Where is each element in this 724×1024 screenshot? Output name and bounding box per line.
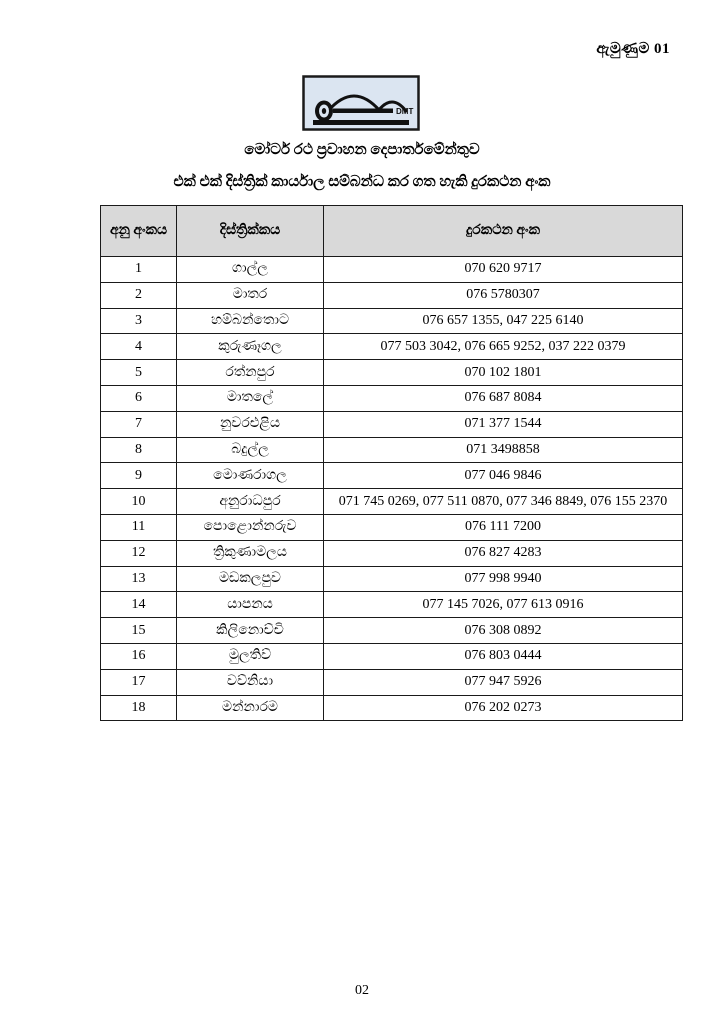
district-cell: කිලිනොච්චි — [177, 618, 324, 644]
district-cell: පොළොන්නරුව — [177, 514, 324, 540]
column-header-district: දිස්ත්‍රික්කය — [177, 206, 324, 257]
dmt-logo — [302, 75, 420, 131]
serial-number-cell: 14 — [101, 592, 177, 618]
district-cell: රත්නපුර — [177, 360, 324, 386]
table-row — [101, 489, 683, 515]
phone-numbers-cell: 077 046 9846 — [324, 463, 683, 489]
serial-number-cell: 6 — [101, 385, 177, 411]
table-row — [101, 463, 683, 489]
district-cell: මාතලේ — [177, 385, 324, 411]
district-cell: වව්නියා — [177, 669, 324, 695]
serial-number-cell: 17 — [101, 669, 177, 695]
table-row — [101, 540, 683, 566]
phone-numbers-cell: 077 998 9940 — [324, 566, 683, 592]
serial-number-cell: 2 — [101, 282, 177, 308]
serial-number-cell: 9 — [101, 463, 177, 489]
table-row — [101, 308, 683, 334]
district-cell: මාතර — [177, 282, 324, 308]
phone-numbers-cell: 077 947 5926 — [324, 669, 683, 695]
table-row — [101, 695, 683, 721]
phone-numbers-cell: 071 745 0269, 077 511 0870, 077 346 8849, 076 155 2370 — [324, 489, 683, 515]
phone-numbers-cell: 071 3498858 — [324, 437, 683, 463]
column-header-phone-numbers: දුරකථන අංක — [324, 206, 683, 257]
district-cell: කුරුණෑගල — [177, 334, 324, 360]
table-row — [101, 282, 683, 308]
table-row — [101, 669, 683, 695]
serial-number-cell: 5 — [101, 360, 177, 386]
serial-number-cell: 4 — [101, 334, 177, 360]
serial-number-cell: 15 — [101, 618, 177, 644]
district-cell: යාපනය — [177, 592, 324, 618]
serial-number-cell: 18 — [101, 695, 177, 721]
district-cell: ත්‍රිකුණාමලය — [177, 540, 324, 566]
table-row — [101, 437, 683, 463]
phone-numbers-cell: 076 111 7200 — [324, 514, 683, 540]
district-cell: මොණරාගල — [177, 463, 324, 489]
phone-numbers-cell: 076 827 4283 — [324, 540, 683, 566]
serial-number-cell: 13 — [101, 566, 177, 592]
phone-numbers-cell: 077 503 3042, 076 665 9252, 037 222 0379 — [324, 334, 683, 360]
phone-numbers-cell: 076 687 8084 — [324, 385, 683, 411]
dmt-logo-graphic — [302, 75, 420, 131]
district-cell: හම්බන්තොට — [177, 308, 324, 334]
district-cell: ගාල්ල — [177, 257, 324, 283]
serial-number-cell: 12 — [101, 540, 177, 566]
phone-numbers-cell: 076 202 0273 — [324, 695, 683, 721]
table-header-row — [101, 206, 683, 257]
phone-numbers-cell: 076 657 1355, 047 225 6140 — [324, 308, 683, 334]
table-row — [101, 334, 683, 360]
phone-numbers-cell: 076 5780307 — [324, 282, 683, 308]
annex-label: ඇමුණුම 01 — [596, 41, 670, 57]
serial-number-cell: 11 — [101, 514, 177, 540]
district-cell: අනුරාධපුර — [177, 489, 324, 515]
table-row — [101, 566, 683, 592]
serial-number-cell: 3 — [101, 308, 177, 334]
serial-number-cell: 7 — [101, 411, 177, 437]
table-row — [101, 411, 683, 437]
table-row — [101, 514, 683, 540]
serial-number-cell: 1 — [101, 257, 177, 283]
phone-numbers-cell: 070 102 1801 — [324, 360, 683, 386]
district-cell: බදුල්ල — [177, 437, 324, 463]
district-cell: මඩකලපුව — [177, 566, 324, 592]
table-row — [101, 360, 683, 386]
phone-numbers-cell: 076 803 0444 — [324, 643, 683, 669]
document-title: මෝටර් රථ ප්‍රවාහන දෙපාර්තමේන්තුව — [244, 142, 480, 158]
phone-numbers-cell: 077 145 7026, 077 613 0916 — [324, 592, 683, 618]
table-row — [101, 257, 683, 283]
table-row — [101, 592, 683, 618]
district-cell: මුලතිව් — [177, 643, 324, 669]
table-row — [101, 385, 683, 411]
serial-number-cell: 16 — [101, 643, 177, 669]
table-row — [101, 618, 683, 644]
serial-number-cell: 8 — [101, 437, 177, 463]
dmt-logo-text: DMT — [396, 107, 414, 116]
serial-number-cell: 10 — [101, 489, 177, 515]
column-header-serial-number: අනු අංකය — [101, 206, 177, 257]
phone-numbers-cell: 071 377 1544 — [324, 411, 683, 437]
phone-numbers-cell: 076 308 0892 — [324, 618, 683, 644]
district-cell: මන්නාරම — [177, 695, 324, 721]
phone-directory-table — [100, 205, 683, 721]
phone-numbers-cell: 070 620 9717 — [324, 257, 683, 283]
district-cell: නුවරඑළිය — [177, 411, 324, 437]
document-subtitle: එක් එක් දිස්ත්‍රික් කාර්යාල සම්බන්ධ කර ගත හැකි දුරකථන අංක — [173, 174, 551, 190]
page-number: 02 — [355, 983, 369, 998]
table-row — [101, 643, 683, 669]
